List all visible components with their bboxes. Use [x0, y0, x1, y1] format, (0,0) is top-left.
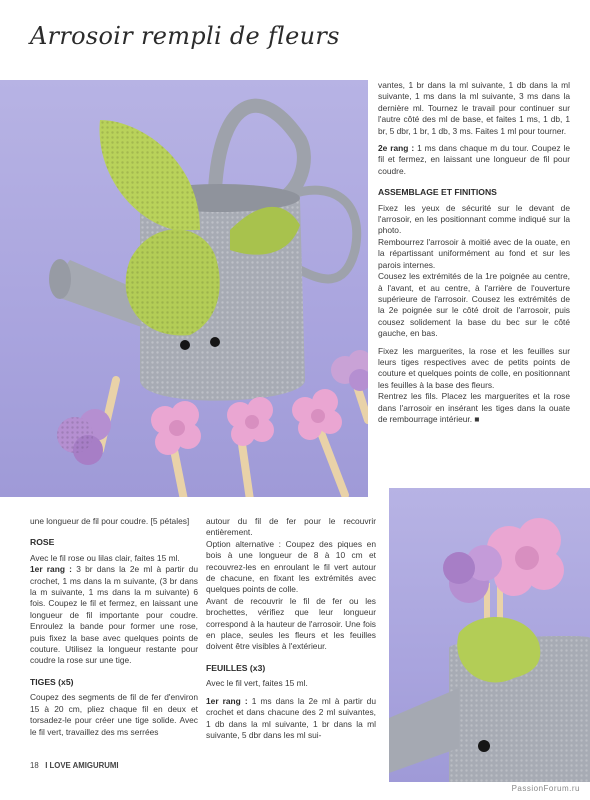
- row-label: 1er rang :: [206, 695, 248, 706]
- paragraph-rose-row-1: [30, 564, 198, 667]
- left-eye: [180, 340, 190, 350]
- watering-can-illustration: [0, 80, 368, 497]
- right-eye: [210, 337, 220, 347]
- section-heading-assemblage: ASSEMBLAGE ET FINITIONS: [378, 187, 497, 198]
- row-label: 2e rang :: [378, 143, 415, 154]
- paragraph: vantes, 1 br dans la ml suivante, 1 db dans la ml suivante, 1 ms dans la ml suivante, 3 ms dans la dernière ml. Tournez le travail pour continuer sur l'autre côté des ml de base, et faites 1 ms, 1 db, 1 br, 5 dbr, 1 br, 1 db, 3 ms. Faites 1 ml pour tourner.: [378, 80, 570, 136]
- page-footer: [30, 761, 119, 770]
- row-text: 1 ms dans chaque m du tour. Coupez le fil et fermez, en laissant une longueur de fil pour coudre.: [378, 143, 570, 176]
- stem-4: [320, 430, 345, 495]
- paragraph: Fixez les yeux de sécurité sur le devant de l'arrosoir, en les positionnant comme indiqué sur la photo.: [378, 202, 570, 236]
- paragraph-feuilles-row-1: [206, 696, 376, 742]
- flower-lilac-right: [331, 350, 368, 391]
- paragraph: Avec le fil vert, faites 15 ml.: [206, 678, 308, 689]
- paragraph: Cousez les extrémités de la 1re poignée au centre, à l'avant, et au centre, à l'arrière de l'ouverture supérieure de l'arrosoir. Cousez les extrémités de la 2e poignée sur le côté droit de l'arrosoir, puis cousez solidement la base du bec sur le côté gauche, en bas.: [378, 271, 570, 339]
- paragraph: Avant de recouvrir le fil de fer ou les brochettes, vérifiez que leur longueur correspond à la hauteur de l'arrosoir. Une fois en place, seules les fleurs et les feuilles doivent être visibles à l'extérieur.: [206, 595, 376, 652]
- row-text: 3 br dans la 2e ml à partir du crochet, 1 ms dans la m suivante, (3 br dans la m suivante, 1 ms dans la m suivante) 6 fois. Coupez le fil et fermez, en laissant une longueur de fil importante pour coudre. Enroulez la bande pour former une rose, puis fixez la base avec quelques points de couture. Utilisez la longueur restante pour coudre la rose sur une tige.: [30, 564, 198, 666]
- flower-pink-daisy-3: [292, 389, 342, 440]
- paragraph: une longueur de fil pour coudre. [5 pétales]: [30, 516, 190, 526]
- right-column: [378, 80, 570, 431]
- spout-end: [49, 259, 71, 299]
- section-heading-tiges: TIGES (x5): [30, 676, 74, 687]
- section-heading-rose: ROSE: [30, 537, 55, 548]
- closeup-spout: [389, 688, 459, 773]
- flower-pink-daisy-1: [151, 401, 201, 455]
- flower-lilac-left: [57, 409, 111, 465]
- side-photo: [389, 488, 590, 782]
- closeup-leaf: [457, 617, 540, 682]
- paragraph: Fixez les marguerites, la rose et les feuilles sur leurs tiges respectives avec de petits points de couture et quelques points de colle, en positionnant les feuilles à la base des fleurs.: [378, 345, 570, 390]
- bottom-column-middle: [206, 516, 376, 747]
- paragraph: Rentrez les fils. Placez les marguerites et la rose dans l'arrosoir en insérant les tiges dans la ouate de rembourrage intérieur. ■: [378, 391, 570, 424]
- main-photo: [0, 80, 368, 497]
- page-number: 18: [30, 761, 39, 770]
- closeup-flower-lilac: [443, 545, 502, 603]
- paragraph: Rembourrez l'arrosoir à moitié avec de la ouate, en la répartissant uniformément au fond et sur les parois internes.: [378, 236, 570, 270]
- watermark: PassionForum.ru: [511, 784, 580, 793]
- paragraph: Avec le fil rose ou lilas clair, faites 15 ml.: [30, 552, 180, 563]
- paragraph: Option alternative : Coupez des piques en bois à une longueur de 8 à 10 cm et recouvrez-les en enroulant le fil vert autour de chacune, en fixant les extrémités avec quelques points de colle.: [206, 538, 376, 595]
- bottom-column-left: [30, 516, 198, 744]
- row-label: 1er rang :: [30, 564, 72, 575]
- paragraph: Coupez des segments de fil de fer d'environ 15 à 20 cm, pliez chaque fil en deux et torsadez-le pour créer une tige solide. Avec le fil vert, travaillez des ms serrées: [30, 692, 198, 737]
- magazine-name: I LOVE AMIGURUMI: [45, 761, 119, 770]
- row-text: 1 ms dans la 2e ml à partir du crochet et dans chacune des 2 ml suivantes, 1 db dans la ml suivante, 1 br dans la ml suivante, 5 dbr dans les ml sui-: [206, 695, 376, 740]
- paragraph: autour du fil de fer pour le recouvrir entièrement.: [206, 516, 376, 538]
- paragraph-row-2: [378, 143, 570, 177]
- closeup-eye: [478, 740, 490, 752]
- page-title: Arrosoir rempli de fleurs: [30, 22, 340, 50]
- watering-can-closeup-illustration: [389, 488, 590, 782]
- flower-pink-daisy-2: [227, 397, 274, 446]
- section-heading-feuilles: FEUILLES (x3): [206, 662, 266, 673]
